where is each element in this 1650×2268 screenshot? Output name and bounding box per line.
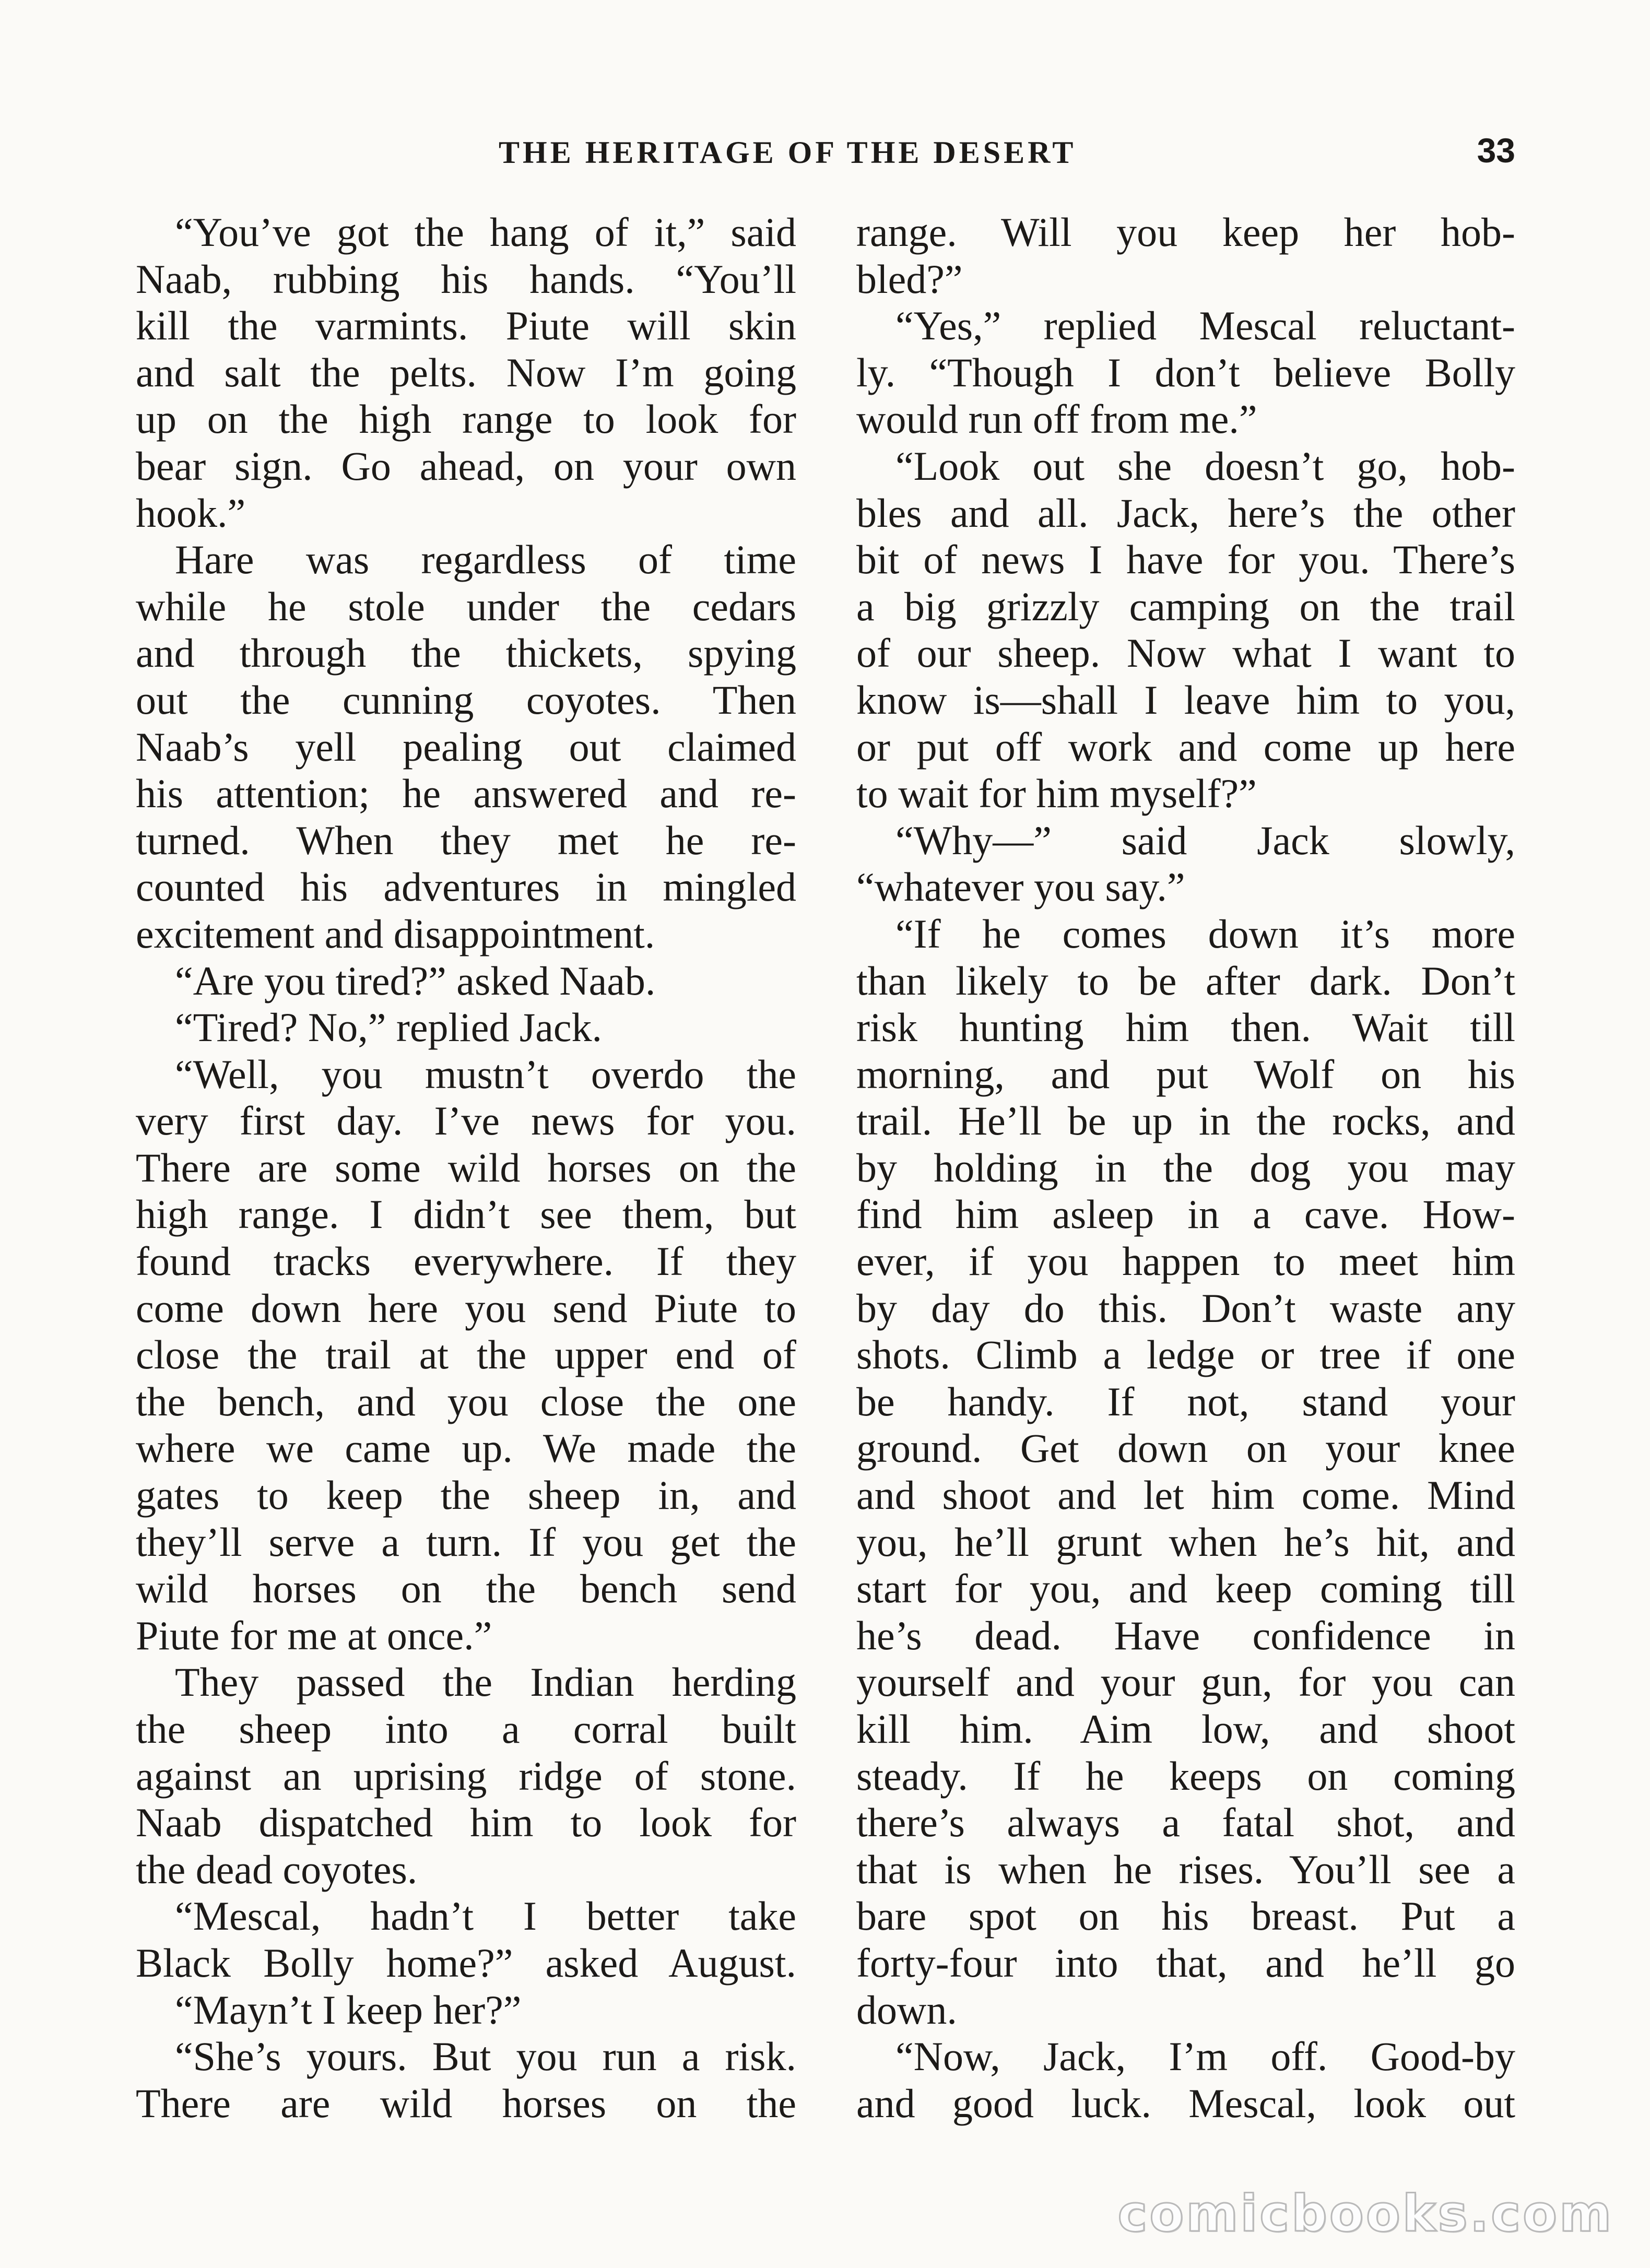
text-line: found tracks everywhere. If they	[136, 1238, 796, 1284]
text-line: Naab, rubbing his hands. “You’ll	[136, 256, 796, 302]
text-line: down.	[856, 1987, 957, 2033]
text-line: “Mayn’t I keep her?”	[175, 1987, 522, 2033]
text-line: ground. Get down on your knee	[856, 1425, 1515, 1471]
text-line: yourself and your gun, for you can	[856, 1659, 1515, 1705]
text-line: you, he’ll grunt when he’s hit, and	[856, 1519, 1515, 1565]
text-line: he’s dead. Have confidence in	[856, 1612, 1515, 1658]
text-line: of our sheep. Now what I want to	[856, 630, 1515, 676]
text-line: Hare was regardless of time	[175, 537, 796, 583]
text-line: there’s always a fatal shot, and	[856, 1800, 1515, 1846]
text-line: by holding in the dog you may	[856, 1144, 1515, 1190]
page-number: 33	[1477, 131, 1515, 170]
text-line: the sheep into a corral built	[136, 1706, 796, 1752]
text-line: forty-four into that, and he’ll go	[856, 1940, 1515, 1986]
text-line: “Yes,” replied Mescal reluctant-	[895, 303, 1515, 349]
text-line: Naab dispatched him to look for	[136, 1800, 796, 1846]
text-line: and salt the pelts. Now I’m going	[136, 349, 796, 395]
text-line: shots. Climb a ledge or tree if one	[856, 1332, 1515, 1378]
text-line: “whatever you say.”	[856, 864, 1185, 910]
text-line: his attention; he answered and re-	[136, 771, 796, 817]
text-line: ly. “Though I don’t believe Bolly	[856, 349, 1515, 395]
text-line: “Tired? No,” replied Jack.	[175, 1005, 603, 1050]
text-line: ever, if you happen to meet him	[856, 1238, 1515, 1284]
text-line: be handy. If not, stand your	[856, 1378, 1515, 1424]
text-line: “Why—” said Jack slowly,	[895, 817, 1515, 863]
text-line: There are wild horses on the	[136, 2080, 796, 2126]
text-line: “Mescal, hadn’t I better take	[175, 1893, 796, 1939]
text-line: bled?”	[856, 256, 963, 302]
text-line: “Well, you mustn’t overdo the	[175, 1051, 796, 1097]
text-line: They passed the Indian herding	[175, 1659, 796, 1705]
text-line: up on the high range to look for	[136, 396, 796, 442]
text-line: turned. When they met he re-	[136, 817, 796, 863]
text-line: bare spot on his breast. Put a	[856, 1893, 1515, 1939]
text-line: kill him. Aim low, and shoot	[856, 1706, 1515, 1752]
text-line: where we came up. We made the	[136, 1425, 796, 1471]
text-line: find him asleep in a cave. How-	[856, 1191, 1515, 1237]
text-line: by day do this. Don’t waste any	[856, 1285, 1515, 1331]
text-line: counted his adventures in mingled	[136, 864, 796, 910]
text-line: There are some wild horses on the	[136, 1144, 796, 1190]
text-line: that is when he rises. You’ll see a	[856, 1846, 1515, 1892]
text-line: bit of news I have for you. There’s	[856, 537, 1515, 583]
text-column-right	[856, 209, 1515, 2127]
text-line: against an uprising ridge of stone.	[136, 1753, 796, 1799]
text-line: “You’ve got the hang of it,” said	[175, 209, 796, 255]
text-line: Piute for me at once.”	[136, 1612, 492, 1658]
text-line: steady. If he keeps on coming	[856, 1753, 1515, 1799]
text-line: or put off work and come up here	[856, 724, 1515, 770]
text-line: excitement and disappointment.	[136, 911, 655, 956]
text-line: risk hunting him then. Wait till	[856, 1005, 1515, 1050]
text-line: hook.”	[136, 490, 246, 536]
watermark: comicbooks.com	[1117, 2184, 1613, 2243]
text-line: “If he comes down it’s more	[895, 911, 1515, 956]
text-line: very first day. I’ve news for you.	[136, 1098, 796, 1144]
text-line: Naab’s yell pealing out claimed	[136, 724, 796, 770]
text-line: close the trail at the upper end of	[136, 1332, 796, 1378]
text-line: out the cunning coyotes. Then	[136, 677, 796, 723]
text-line: “Look out she doesn’t go, hob-	[895, 443, 1515, 489]
text-line: gates to keep the sheep in, and	[136, 1472, 796, 1518]
text-column-left	[136, 209, 796, 2127]
text-line: come down here you send Piute to	[136, 1285, 796, 1331]
text-line: and through the thickets, spying	[136, 630, 796, 676]
text-line: the bench, and you close the one	[136, 1378, 796, 1424]
text-line: Black Bolly home?” asked August.	[136, 1940, 796, 1986]
text-line: and shoot and let him come. Mind	[856, 1472, 1515, 1518]
text-line: the dead coyotes.	[136, 1846, 418, 1892]
text-line: “Now, Jack, I’m off. Good-by	[895, 2034, 1515, 2080]
text-line: high range. I didn’t see them, but	[136, 1191, 796, 1237]
text-line: they’ll serve a turn. If you get the	[136, 1519, 796, 1565]
text-line: than likely to be after dark. Don’t	[856, 958, 1515, 1003]
running-title: THE HERITAGE OF THE DESERT	[499, 135, 1077, 170]
text-line: a big grizzly camping on the trail	[856, 583, 1515, 629]
text-line: morning, and put Wolf on his	[856, 1051, 1515, 1097]
text-line: bles and all. Jack, here’s the other	[856, 490, 1515, 536]
text-line: kill the varmints. Piute will skin	[136, 303, 796, 349]
text-line: and good luck. Mescal, look out	[856, 2080, 1515, 2126]
text-line: would run off from me.”	[856, 396, 1257, 442]
text-line: bear sign. Go ahead, on your own	[136, 443, 796, 489]
text-line: know is—shall I leave him to you,	[856, 677, 1515, 723]
text-line: wild horses on the bench send	[136, 1566, 796, 1612]
text-line: “She’s yours. But you run a risk.	[175, 2034, 796, 2080]
text-line: while he stole under the cedars	[136, 583, 796, 629]
text-line: to wait for him myself?”	[856, 771, 1257, 817]
text-line: start for you, and keep coming till	[856, 1566, 1515, 1612]
text-line: range. Will you keep her hob-	[856, 209, 1515, 255]
text-line: “Are you tired?” asked Naab.	[175, 958, 656, 1003]
text-line: trail. He’ll be up in the rocks, and	[856, 1098, 1515, 1144]
